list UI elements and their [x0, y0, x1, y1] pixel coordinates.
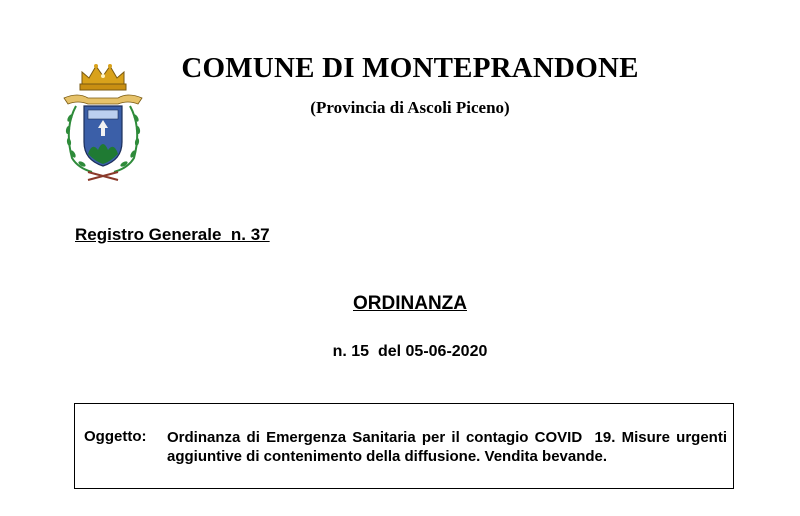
ordinanza-number: n. 15 del 05-06-2020 [332, 343, 488, 360]
coat-of-arms-icon [58, 58, 148, 184]
oggetto-box [74, 403, 734, 489]
registro-generale: Registro Generale n. 37 [75, 225, 270, 244]
comune-title: COMUNE DI MONTEPRANDONE [181, 52, 639, 84]
provincia-subtitle: (Provincia di Ascoli Piceno) [310, 98, 510, 117]
ordinanza-title: ORDINANZA [353, 293, 467, 314]
oggetto-text: Ordinanza di Emergenza Sanitaria per il contagio COVID 19. Misure urgenti aggiuntive di contenimento della diffusione. Vendita bevande. [167, 429, 732, 465]
oggetto-label: Oggetto: [84, 428, 147, 445]
